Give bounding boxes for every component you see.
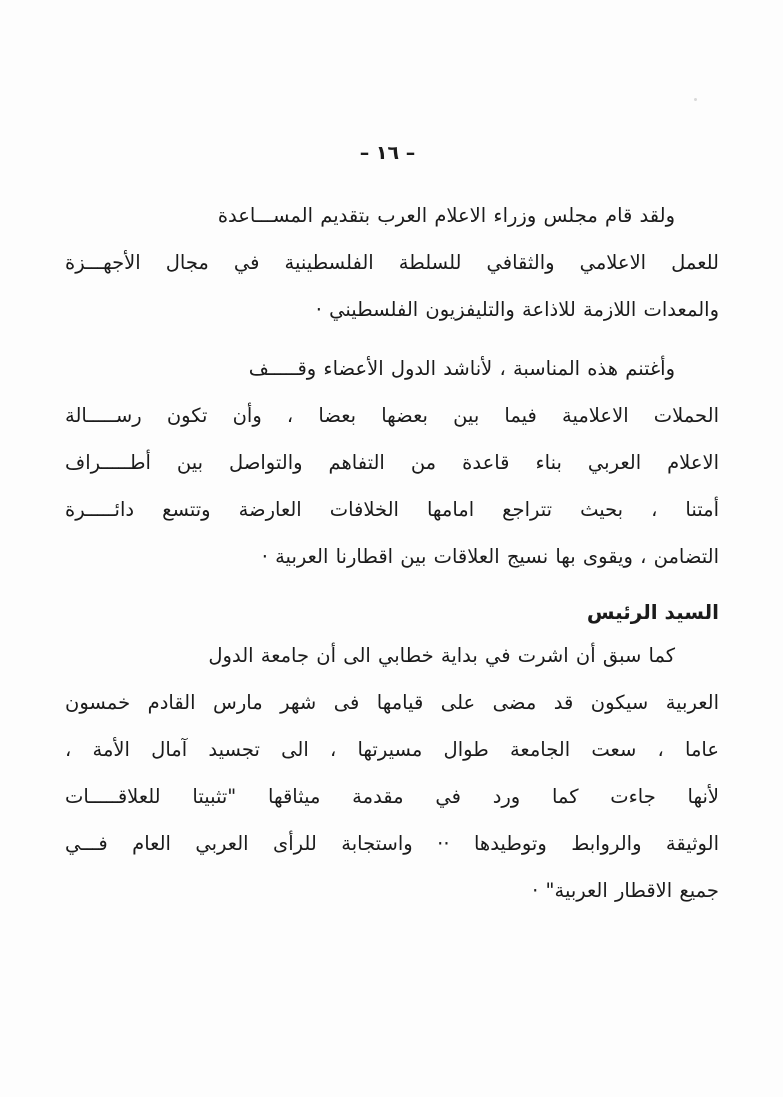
text-line: الاعلام العربي بناء قاعدة من التفاهم والتواصل بين أطـــــراف [65,451,719,474]
text-line: للعمل الاعلامي والثقافي للسلطة الفلسطينية في مجال الأجهـــزة [65,251,719,274]
section-heading-mr-president: السيد الرئيس [586,600,719,624]
text-line: كما سبق أن اشرت في بداية خطابي الى أن جامعة الدول [208,644,675,667]
page-number: – ١٦ – [359,142,416,164]
text-line: وأغتنم هذه المناسبة ، لأناشد الدول الأعضاء وقـــــف [248,357,675,380]
paragraph-arab-league-anniversary [65,632,719,914]
text-line: الوثيقة والروابط وتوطيدها ·· واستجابة للرأى العربي العام فـــي [65,832,719,855]
text-line: التضامن ، ويقوى بها نسيج العلاقات بين اقطارنا العربية · [261,545,719,568]
text-line: جميع الاقطار العربية" · [532,879,719,902]
text-line: ولقد قام مجلس وزراء الاعلام العرب بتقديم المســـاعدة [217,204,675,227]
scan-artifact-speck [694,98,697,101]
text-line: لأنها جاءت كما ورد في مقدمة ميثاقها "تثبيتا للعلاقـــــات [65,785,719,808]
paragraph-aid-to-palestinian-authority [65,192,719,333]
text-line: العربية سيكون قد مضى على قيامها فى شهر مارس القادم خمسون [65,691,719,714]
text-block [65,192,719,926]
text-line: عاما ، سعت الجامعة طوال مسيرتها ، الى تجسيد آمال الأمة ، [65,738,719,761]
paragraph-appeal-to-member-states [65,345,719,580]
text-line: والمعدات اللازمة للاذاعة والتليفزيون الفلسطيني · [315,298,719,321]
text-line: الحملات الاعلامية فيما بين بعضها بعضا ، وأن تكون رســـــالة [65,404,719,427]
text-line: أمتنا ، بحيث تتراجع امامها الخلافات العارضة وتتسع دائـــــرة [65,498,719,521]
